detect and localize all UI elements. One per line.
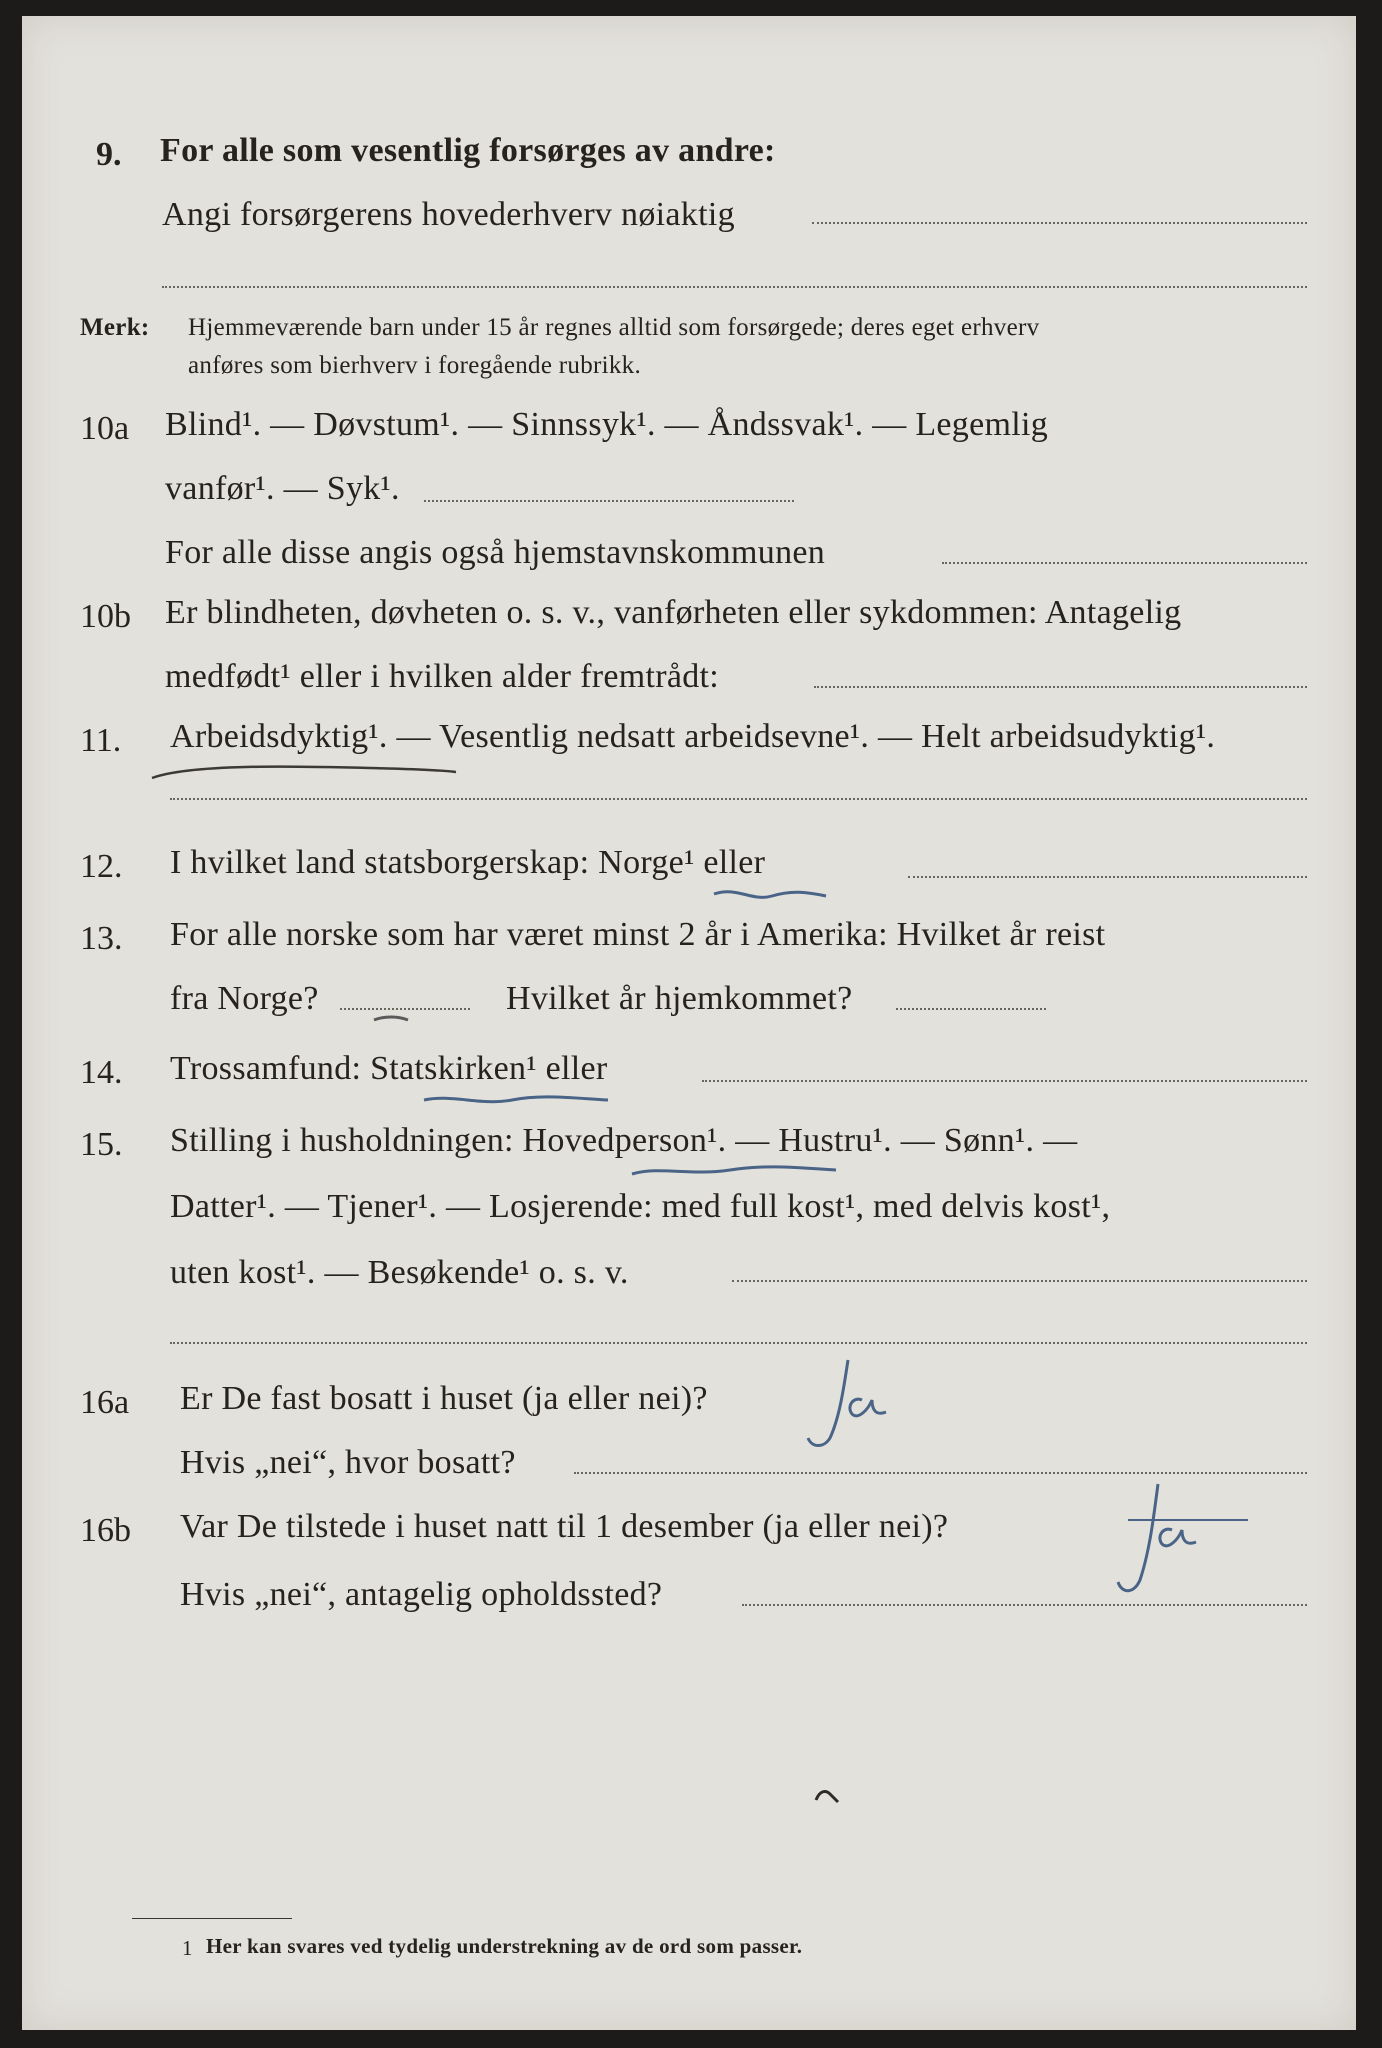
q16b-handwritten-answer [1108,1480,1258,1600]
q10a-syk-line [424,500,794,502]
q10a-kommune-line [942,562,1307,564]
q10a-line-3: For alle disse angis også hjemstavnskommunen [165,534,826,571]
q16a-number: 16a [80,1384,130,1421]
q16a-answer-line [574,1472,1307,1474]
q13-hjemkommet-line [896,1008,1046,1010]
q15-line-2: Datter¹. — Tjener¹. — Losjerende: med full kost¹, med delvis kost¹, [170,1188,1111,1225]
q13-number: 13. [80,920,123,957]
q13-reist-line [340,1008,470,1010]
q14-handwritten-underline [422,1090,612,1110]
q11-handwritten-underline [150,760,460,784]
q15-line-3: uten kost¹. — Besøkende¹ o. s. v. [170,1254,629,1291]
q14-line-1: Trossamfund: Statskirken¹ eller [170,1050,608,1087]
q12-answer-line [908,876,1307,878]
q14-number: 14. [80,1054,123,1091]
q16b-answer-line [742,1604,1307,1606]
q13-ink-mark [372,1014,412,1026]
q15-answer-line-2 [170,1342,1307,1344]
ink-mark [812,1786,842,1806]
q13-line-2b: Hvilket år hjemkommet? [506,980,853,1017]
merk-label: Merk: [80,314,150,341]
q12-line-1: I hvilket land statsborgerskap: Norge¹ eller [170,844,766,881]
q9-title: For alle som vesentlig forsørges av andre: [160,132,776,169]
q15-answer-line [732,1280,1307,1282]
q15-handwritten-underline [630,1160,840,1184]
census-form-page [22,16,1356,2030]
q10b-line-1: Er blindheten, døvheten o. s. v., vanførheten eller sykdommen: Antagelig [165,594,1182,631]
q9-answer-line [812,222,1307,224]
q15-number: 15. [80,1126,123,1163]
q13-line-1: For alle norske som har været minst 2 år i Amerika: Hvilket år reist [170,916,1106,953]
q16b-number: 16b [80,1512,131,1549]
q10b-number: 10b [80,598,131,635]
footnote-mark: 1 [182,1936,193,1960]
q16a-line-1: Er De fast bosatt i huset (ja eller nei)? [180,1380,708,1417]
q9-number: 9. [96,136,122,173]
q12-number: 12. [80,848,123,885]
q10a-line-1: Blind¹. — Døvstum¹. — Sinnssyk¹. — Åndssvak¹. — Legemlig [165,406,1049,443]
q16a-handwritten-answer [802,1356,922,1452]
q9-answer-line-2 [162,286,1307,288]
q14-answer-line [702,1080,1307,1082]
q10a-line-2: vanfør¹. — Syk¹. [165,470,400,507]
footnote-text: Her kan svares ved tydelig understrekning av de ord som passer. [206,1934,803,1958]
merk-line-2: anføres som bierhverv i foregående rubrikk. [188,352,642,379]
q16a-line-2: Hvis „nei“, hvor bosatt? [180,1444,516,1481]
q13-line-2a: fra Norge? [170,980,319,1017]
q11-line-1: Arbeidsdyktig¹. — Vesentlig nedsatt arbeidsevne¹. — Helt arbeidsudyktig¹. [170,718,1216,755]
q12-handwritten-underline [712,884,832,908]
footnote-rule [132,1918,292,1919]
q10a-number: 10a [80,410,130,447]
q10b-answer-line [814,686,1307,688]
q16b-line-1: Var De tilstede i huset natt til 1 desember (ja eller nei)? [180,1508,949,1545]
q11-number: 11. [80,722,122,759]
q9-prompt: Angi forsørgerens hovederhverv nøiaktig [162,196,735,233]
q16b-line-2: Hvis „nei“, antagelig opholdssted? [180,1576,663,1613]
merk-line-1: Hjemmeværende barn under 15 år regnes alltid som forsørgede; deres eget erhverv [188,314,1040,341]
q10b-line-2: medfødt¹ eller i hvilken alder fremtrådt: [165,658,720,695]
q15-line-1: Stilling i husholdningen: Hovedperson¹. — Hustru¹. — Sønn¹. — [170,1122,1078,1159]
q11-answer-line [170,798,1307,800]
